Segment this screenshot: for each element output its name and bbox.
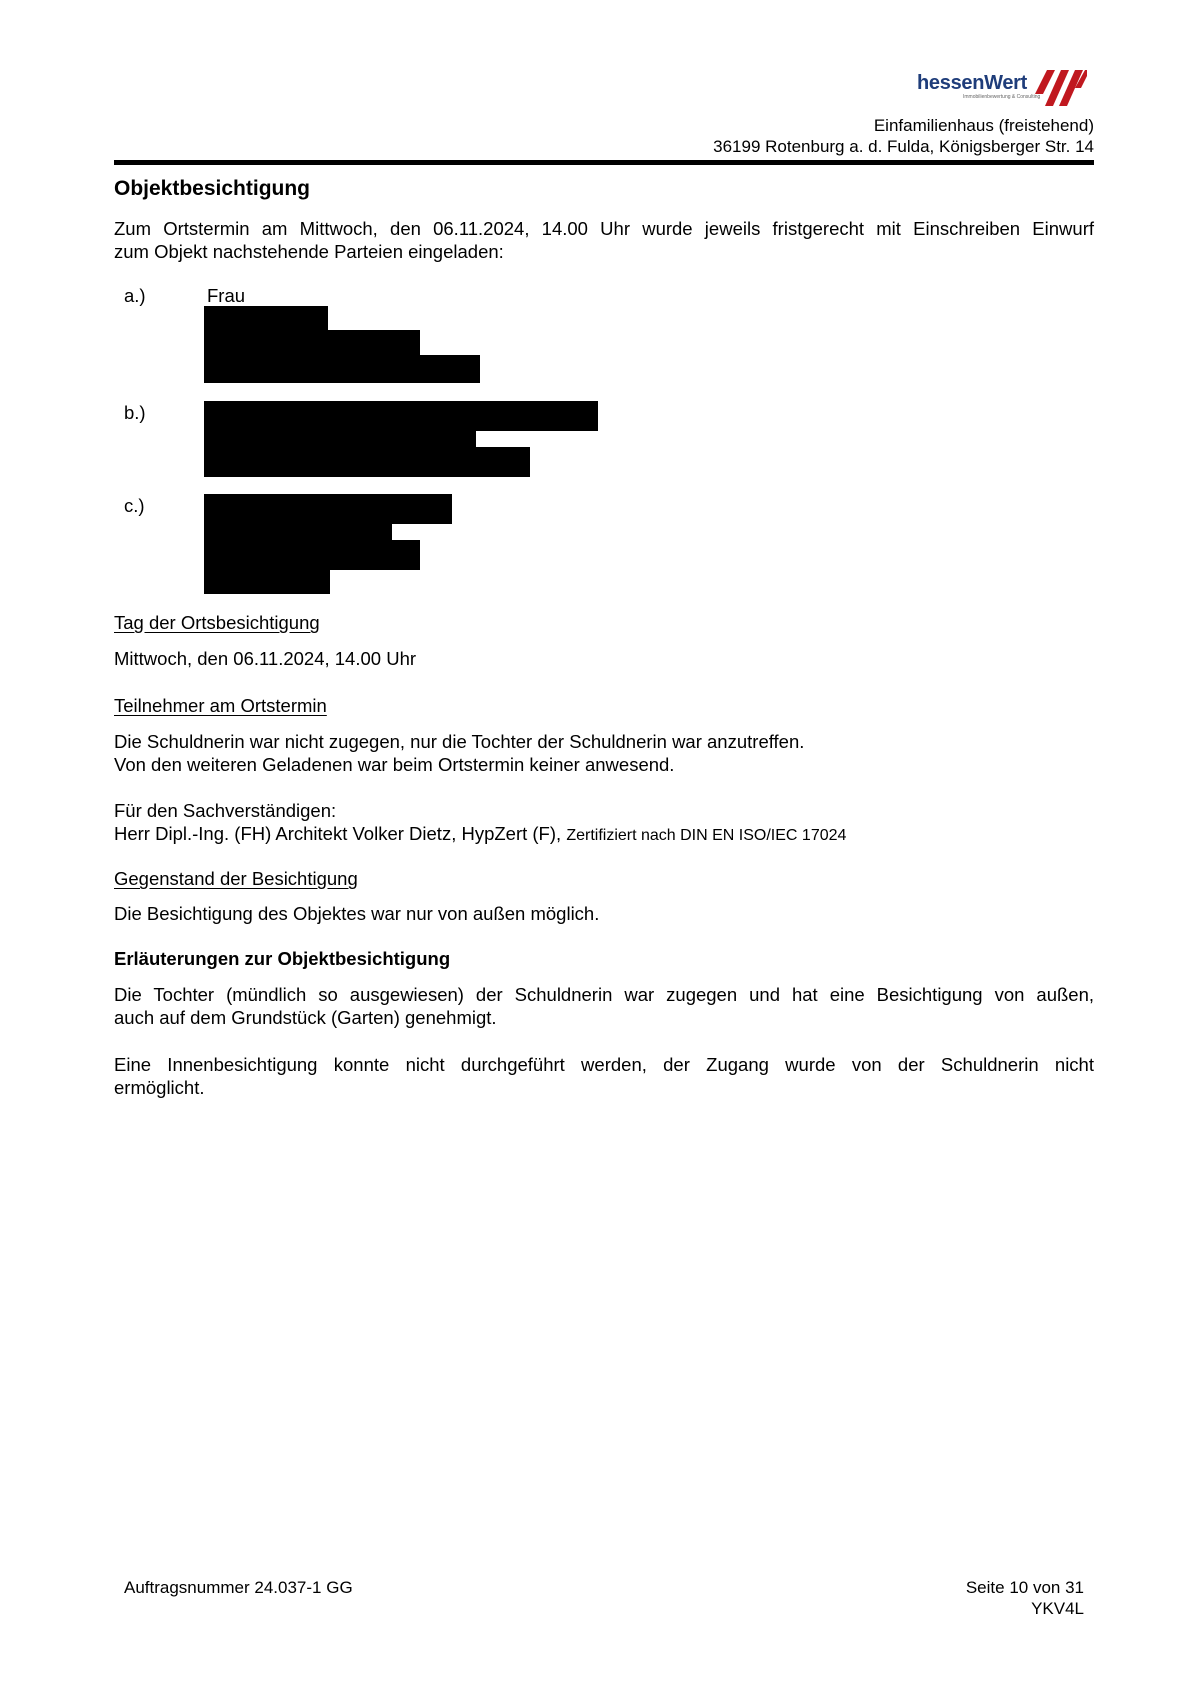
party-label-c: c.) bbox=[124, 495, 145, 516]
header-divider bbox=[114, 160, 1094, 165]
explanations-p1-line-1: Die Tochter (mündlich so ausgewiesen) der Schuldnerin war zugegen und hat eine Besichtigung von außen, bbox=[114, 984, 1094, 1005]
expert-certification: Zertifiziert nach DIN EN ISO/IEC 17024 bbox=[566, 827, 847, 844]
expert-label: Für den Sachverständigen: bbox=[114, 800, 337, 821]
header-property-type: Einfamilienhaus (freistehend) bbox=[873, 116, 1094, 135]
visit-day-value: Mittwoch, den 06.11.2024, 14.00 Uhr bbox=[114, 648, 417, 669]
participants-heading: Teilnehmer am Ortstermin bbox=[114, 695, 327, 716]
intro-paragraph bbox=[114, 217, 1094, 263]
intro-line-2: zum Objekt nachstehende Parteien eingeladen: bbox=[114, 241, 504, 262]
expert-line bbox=[114, 822, 1094, 847]
redaction-block bbox=[204, 401, 598, 431]
logo-mark-icon bbox=[1035, 70, 1087, 108]
explanations-p2-line-2: ermöglicht. bbox=[114, 1077, 205, 1098]
party-label-a: a.) bbox=[124, 285, 146, 306]
footer-code: YKV4L bbox=[1031, 1599, 1084, 1618]
header-address: 36199 Rotenburg a. d. Fulda, Königsberger Str. 14 bbox=[713, 137, 1094, 156]
party-label-b: b.) bbox=[124, 402, 146, 423]
redaction-block bbox=[204, 431, 476, 447]
intro-line-1: Zum Ortstermin am Mittwoch, den 06.11.2024, 14.00 Uhr wurde jeweils fristgerecht mit Einschreiben Einwurf bbox=[114, 218, 1094, 239]
redaction-block bbox=[204, 540, 420, 570]
subject-text: Die Besichtigung des Objektes war nur von außen möglich. bbox=[114, 903, 600, 924]
party-a-salutation: Frau bbox=[207, 285, 246, 306]
subject-heading: Gegenstand der Besichtigung bbox=[114, 868, 358, 889]
participants-line-1: Die Schuldnerin war nicht zugegen, nur die Tochter der Schuldnerin war anzutreffen. bbox=[114, 731, 805, 752]
explanations-paragraph-1 bbox=[114, 983, 1094, 1029]
explanations-heading: Erläuterungen zur Objektbesichtigung bbox=[114, 948, 451, 969]
explanations-p1-line-2: auch auf dem Grundstück (Garten) genehmigt. bbox=[114, 1007, 497, 1028]
expert-paragraph bbox=[114, 799, 1094, 847]
redaction-block bbox=[204, 570, 330, 594]
redaction-block bbox=[204, 306, 328, 330]
footer-order-number: Auftragsnummer 24.037-1 GG bbox=[124, 1578, 353, 1597]
visit-day-heading: Tag der Ortsbesichtigung bbox=[114, 612, 320, 633]
participants-line-2: Von den weiteren Geladenen war beim Ortstermin keiner anwesend. bbox=[114, 754, 675, 775]
logo-brand: hessenWert bbox=[917, 72, 1028, 94]
participants-paragraph bbox=[114, 730, 1094, 776]
redaction-block bbox=[204, 355, 480, 383]
footer-page-number: Seite 10 von 31 bbox=[965, 1578, 1084, 1597]
redaction-block bbox=[204, 494, 452, 524]
explanations-p2-line-1: Eine Innenbesichtigung konnte nicht durchgeführt werden, der Zugang wurde von der Schuldnerin nicht bbox=[114, 1054, 1094, 1075]
redaction-block bbox=[204, 447, 530, 477]
redaction-block bbox=[204, 524, 392, 540]
explanations-paragraph-2 bbox=[114, 1053, 1094, 1099]
expert-name: Herr Dipl.-Ing. (FH) Architekt Volker Dietz, HypZert (F), bbox=[114, 823, 562, 844]
section-title: Objektbesichtigung bbox=[114, 177, 311, 200]
company-logo bbox=[917, 72, 1087, 110]
redaction-block bbox=[204, 330, 420, 355]
logo-subtitle: Immobilienbewertung & Consulting bbox=[963, 94, 1041, 100]
